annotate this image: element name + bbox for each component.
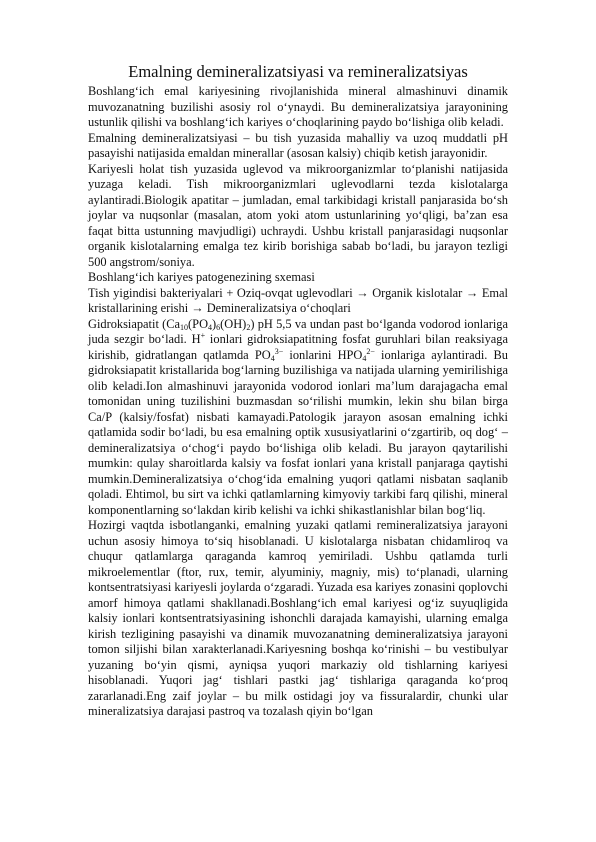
- document-page: [88, 62, 508, 720]
- paragraph-scheme-heading: Boshlang‘ich kariyes patogenezining sxemasi: [88, 270, 315, 284]
- paragraph-hydroxyapatite: Gidroksiapatit $(Ca_{10}(PO_4)_6(OH)_2)$ pH 5,5 va undan past bo‘lganda vodorod ionlariga juda sezgir bo‘ladi. H+ ionlari gidroksiapatitning fosfat guruhlari bilan reaksiyaga kirishib, gidratlangan qatlamda $PO_4^{3-}$ ionlarini $HPO_4^{2-}$ ionlariga aylantiradi. Bu gidroksiapatit kristallarida bog‘larning buzilishiga va natijada ularning yemirilishiga olib keladi.Ion almashinuvi jarayonida vodorod ionlari ma’lum darajagacha emal tomonidan uning tuzilishini buzmasdan so‘rilishi mumkin, lekin shu bilan birga Ca/P (kalsiy/fosfat) nisbati kamayadi.Patologik jarayon asosan emalning ichki qatlamida sodir bo‘ladi, bu esa emalning optik xususiyatlarini o‘zgartirib, oq dog‘ – demineralizatsiya o‘chog‘i paydo bo‘lishiga olib keladi. Bu jarayon qaytarilishi mumkin: qulay sharoitlarda kalsiy va fosfat ionlari yana kristall panjaraga qaytishi mumkin.Demineralizatsiya o‘chog‘ida emalning yuqori qatlami nisbatan saqlanib qoladi. Ehtimol, bu sirt va ichki qatlamlarning kimyoviy tarkibi farq qilishi, mineral komponentlarning so‘lakdan kirib kelishi va ichki shikastlanishlar bilan bog‘liq.: [88, 316, 509, 517]
- paragraph-remineralization: Hozirgi vaqtda isbotlanganki, emalning yuzaki qatlami remineralizatsiya jarayoni uchun asosiy himoya to‘siq hisoblanadi. U kislotalarga nisbatan chidamliroq va chuqur qatlamlarga qaraganda kamroq yemiriladi. Ushbu qatlamda turli mikroelementlar (ftor, rux, temir, alyuminiy, magniy, mis) to‘planadi, ularning kontsentratsiyasi kariyesli joylarda o‘zgaradi. Yuzada esa kariyes zonasini qoplovchi amorf himoya qatlami shakllanadi.Boshlang‘ich emal kariyesi og‘iz suyuqligida kalsiy ionlari kontsentratsiyasining ishonchli darajada kamayishi, ularning emalga kirish tezligining pasayishi va dinamik muvozanatning demineralizatsiya jarayoni tomon siljishi bilan xarakterlanadi.Kariyesning boshqa ko‘rinishi – bu vestibulyar yuzaning bo‘yin qismi, ayniqsa yuqori markaziy old tishlarning kariyesi hisoblanadi. Yuqori jag‘ tishlari pastki jag‘ tishlariga qaraganda ko‘proq zararlanadi.Eng zaif joylar – bu milk ostidagi joy va fissuralardir, chunki ular mineralizatsiya darajasi pastroq va tozalash qiyin bo‘lgan: [88, 518, 508, 718]
- paragraph-intro: Boshlang‘ich emal kariyesining rivojlanishida mineral almashinuvi dinamik muvozanatning buzilishi asosiy rol o‘ynaydi. Bu demineralizatsiya jarayonining ustunlik qilishi va boshlang‘ich kariyes o‘choqlarining paydo bo‘lishiga olib keladi.: [88, 84, 508, 129]
- paragraph-caries-mechanism: Kariyesli holat tish yuzasida uglevod va mikroorganizmlar to‘planishi natijasida yuzaga keladi. Tish mikroorganizmlari uglevodlarni tezda kislotalarga aylantiradi.Biologik apatitar – jumladan, emal tarkibidagi kristall panjarasida bo‘sh joylar va nuqsonlar (masalan, atom yoki atom ustunlarining yo‘qligi, ba’zan esa faqat bitta ustunning mavjudligi) uchraydi. Ushbu kristall panjarasidagi nuqsonlar organik kislotalarning emalga tez kirib borishiga sabab bo‘ladi, bu jarayon tezligi 500 angstrom/soniya.: [88, 161, 508, 269]
- paragraph-demineralization-definition: Emalning demineralizatsiyasi – bu tish yuzasida mahalliy va uzoq muddatli pH pasayishi natijasida emaldan minerallar (asosan kalsiy) chiqib ketish jarayonidir.: [88, 130, 508, 160]
- document-title: Emalning demineralizatsiyasi va remineralizatsiyas: [128, 62, 468, 81]
- paragraph-scheme: Tish yigindisi bakteriyalari + Oziq-ovqat uglevodlari → Organik kislotalar → Emal kristallarining erishi → Demineralizatsiya o‘choqlari: [88, 285, 508, 315]
